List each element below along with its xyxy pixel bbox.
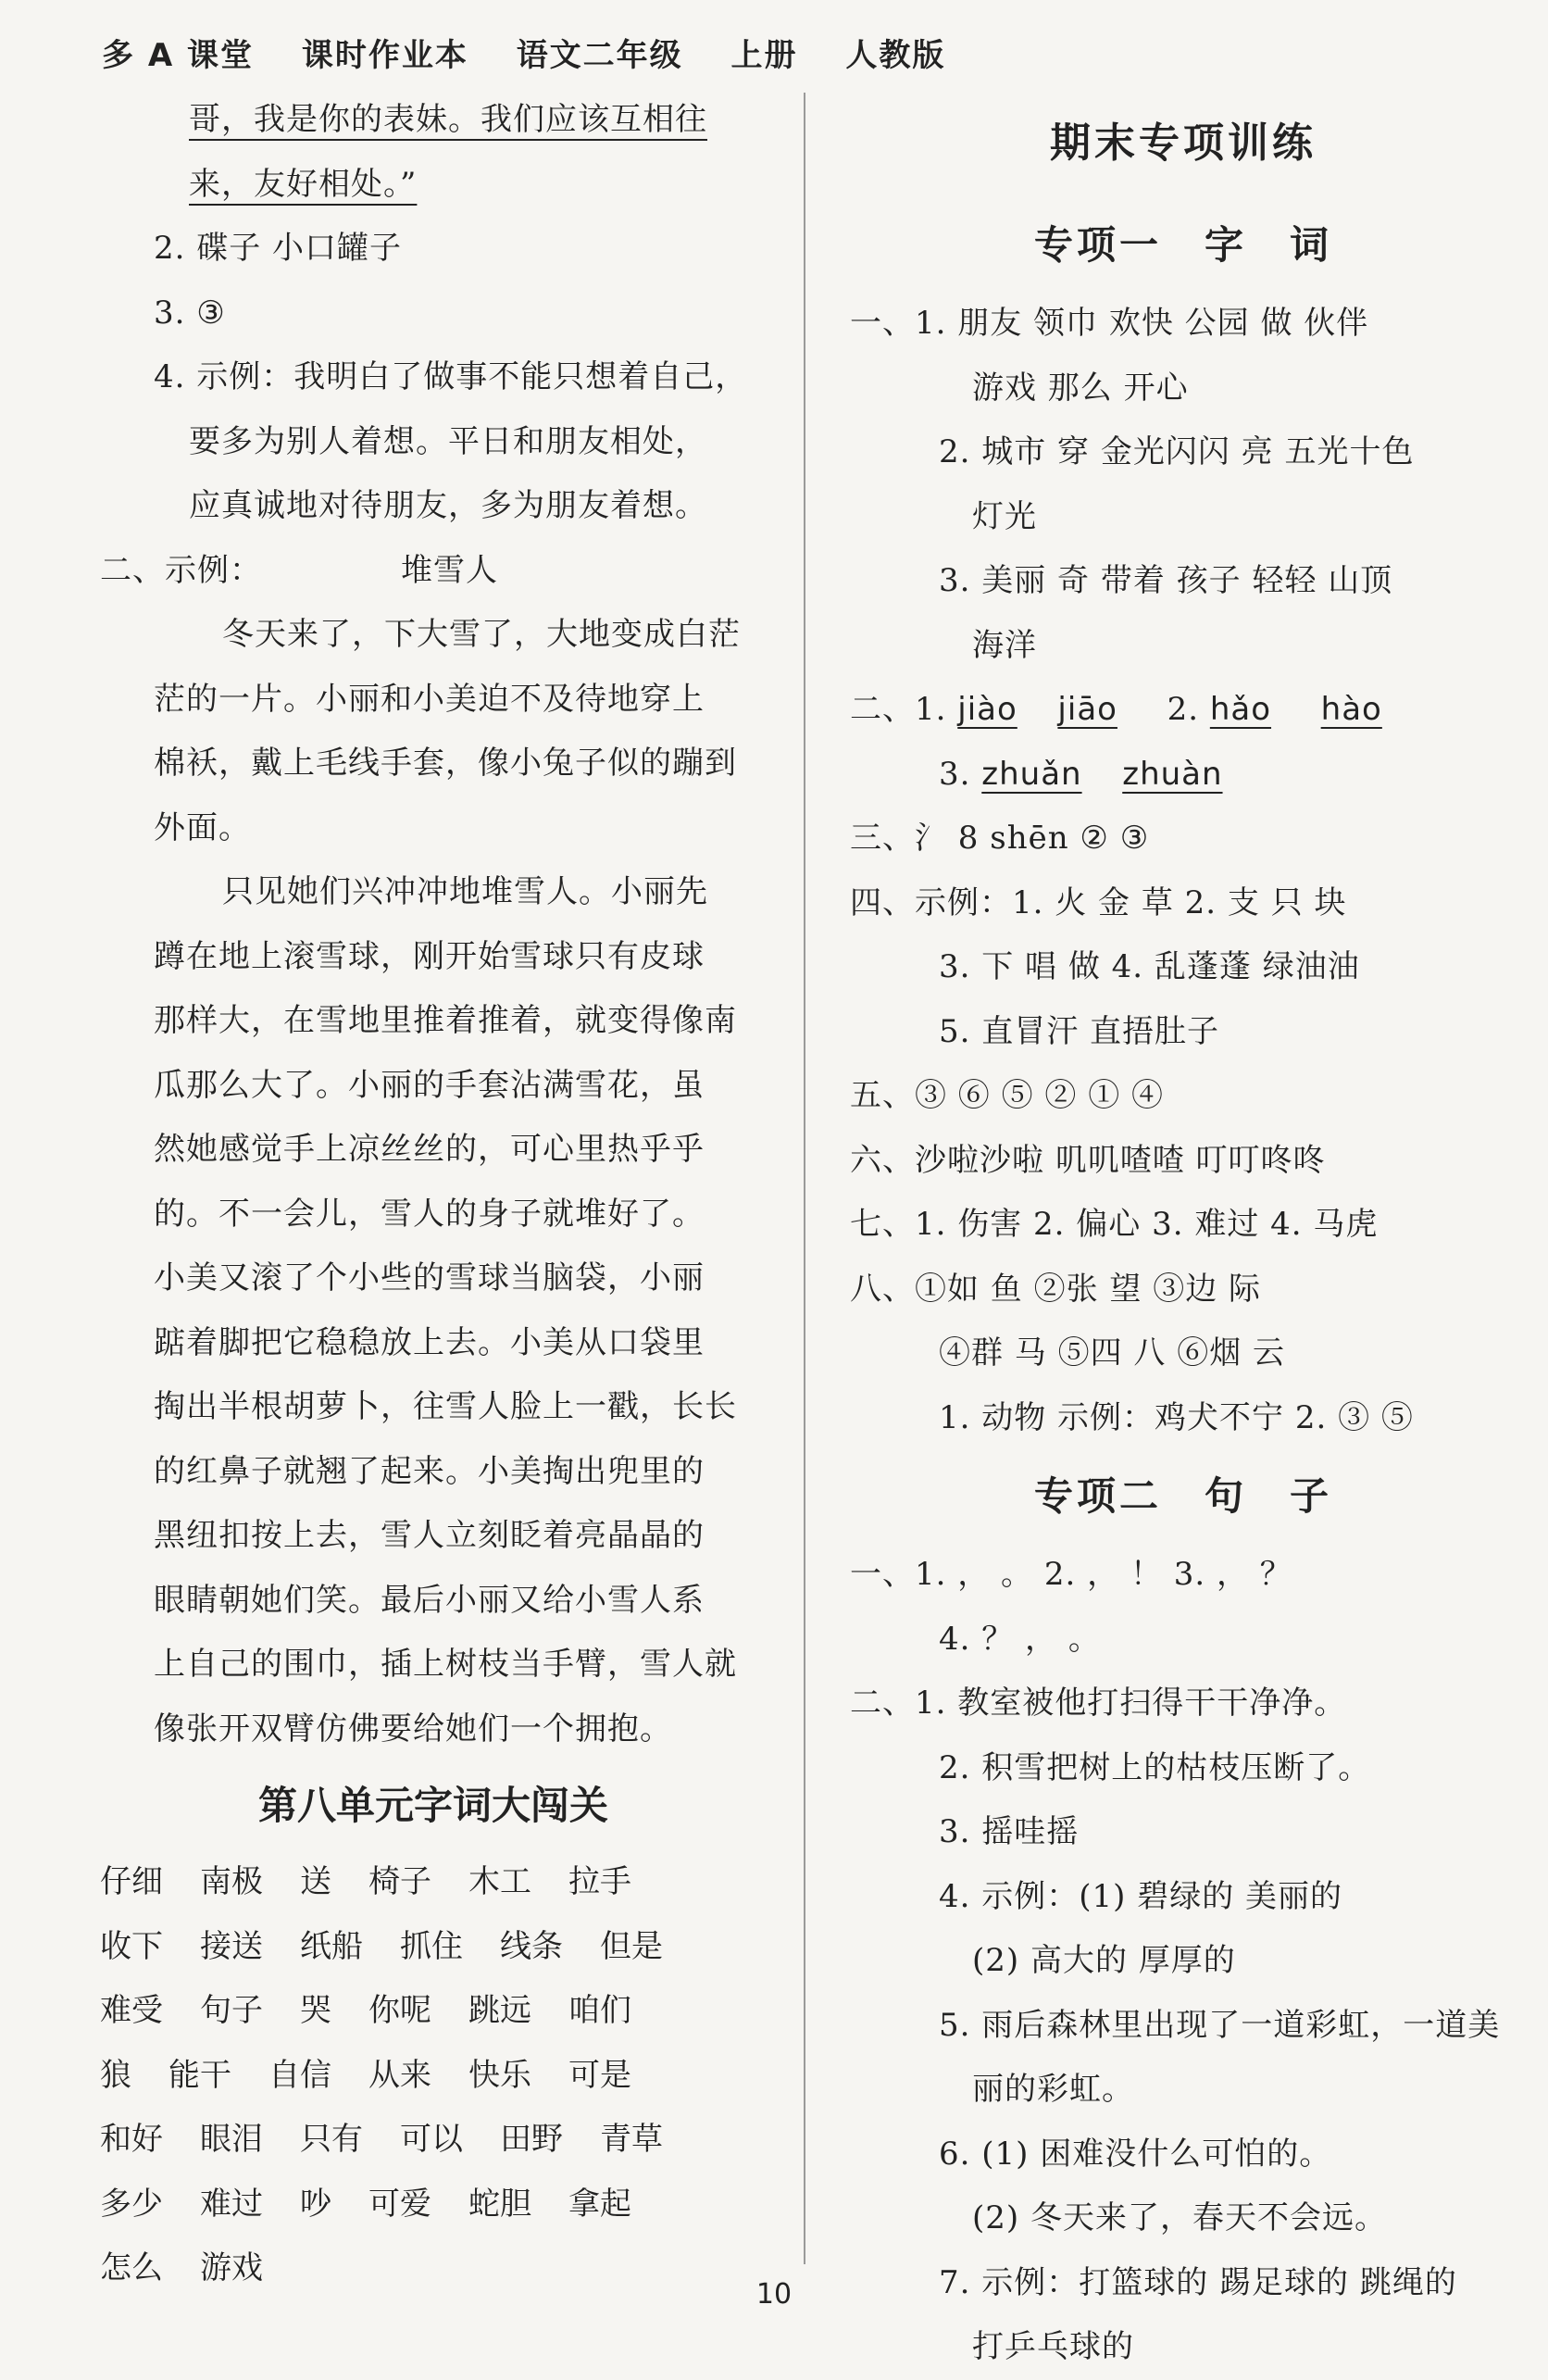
answer-line: 3. 摇哇摇 (939, 1813, 1080, 1850)
answer-line: 5. 雨后森林里出现了一道彩虹，一道美 (939, 2006, 1501, 2044)
word: 田野 (500, 2121, 563, 2158)
essay-line: 的。不一会儿，雪人的身子就堆好了。 (154, 1195, 705, 1233)
pinyin: jiāo (1057, 691, 1117, 728)
essay-line: 像张开双臂仿佛要给她们一个拥抱。 (154, 1710, 672, 1747)
word: 可爱 (368, 2185, 431, 2223)
answer-line: 二、1. 教室被他打扫得干干净净。 (850, 1685, 1347, 1722)
answer-line: 2. 积雪把树上的枯枝压断了。 (939, 1748, 1371, 1786)
word: 咱们 (568, 1992, 631, 2029)
essay-line: 蹲在地上滚雪球，刚开始雪球只有皮球 (154, 937, 705, 975)
word: 只有 (300, 2121, 363, 2158)
page-header (102, 30, 980, 75)
essay-line: 外面。 (154, 808, 251, 846)
pinyin: jiào (957, 691, 1017, 728)
answer-line: 三、氵 8 shēn ② ③ (850, 820, 1150, 857)
essay-line: 茫的一片。小丽和小美迫不及待地穿上 (154, 680, 705, 718)
word: 能干 (169, 2056, 231, 2094)
word-row (100, 2173, 767, 2237)
answer-line: 5. 直冒汗 直捂肚子 (939, 1012, 1220, 1050)
answer-line: 八、①如 鱼 ②张 望 ③边 际 (850, 1270, 1262, 1308)
answer-line: 3. ③ (154, 294, 226, 332)
answer-line: 4. ？ ， 。 (939, 1620, 1101, 1658)
word: 蛇胆 (468, 2185, 531, 2223)
word-row (100, 2108, 767, 2173)
word: 仔细 (100, 1863, 163, 1900)
word: 你呢 (368, 1992, 431, 2029)
final-training-title: 期末专项训练 (1050, 119, 1317, 167)
answer-line: 要多为别人着想。平日和朋友相处， (189, 422, 707, 460)
answer-line: 五、③ ⑥ ⑤ ② ① ④ (850, 1077, 1165, 1114)
header-subject: 语文二年级 (516, 37, 683, 74)
answer-line: 6. (1) 困难没什么可怕的。 (939, 2135, 1332, 2173)
answer-line: 丽的彩虹。 (972, 2071, 1134, 2108)
essay-heading (100, 539, 767, 604)
word: 哭 (300, 1992, 331, 2029)
header-volume: 上册 (730, 37, 798, 74)
word: 接送 (200, 1927, 263, 1965)
word: 椅子 (368, 1863, 431, 1900)
answer-line: 一、1. ， 。 2. ， ！ 3. ， ？ (850, 1556, 1292, 1593)
answer-line: (2) 高大的 厚厚的 (972, 1942, 1236, 1979)
word-row (100, 2044, 767, 2109)
essay-label: 二、示例： (100, 551, 262, 589)
word: 自信 (268, 2056, 331, 2094)
essay-line: 眼睛朝她们笑。最后小丽又给小雪人系 (154, 1581, 705, 1619)
answer-line: 来，友好相处。” (189, 165, 418, 203)
word: 可以 (400, 2121, 463, 2158)
essay-line: 黑纽扣按上去，雪人立刻眨着亮晶晶的 (154, 1517, 705, 1554)
word: 纸船 (300, 1927, 363, 1965)
word: 南极 (200, 1863, 263, 1900)
pinyin: hǎo (1209, 691, 1272, 728)
essay-line: 棉袄，戴上毛线手套，像小兔子似的蹦到 (154, 745, 737, 782)
answer-line: 六、沙啦沙啦 叽叽喳喳 叮叮咚咚 (850, 1141, 1326, 1179)
answer-line: 7. 示例：打篮球的 踢足球的 跳绳的 (939, 2263, 1457, 2301)
answer-line: (2) 冬天来了，春天不会远。 (972, 2199, 1387, 2236)
header-edition: 人教版 (845, 37, 946, 74)
left-column (100, 88, 767, 2301)
answer-line: 4. 示例：我明白了做事不能只想着自己， (154, 358, 748, 395)
answer-line: 四、示例：1. 火 金 草 2. 支 只 块 (850, 883, 1347, 921)
unit8-title: 第八单元字词大闯关 (257, 1783, 608, 1828)
word: 句子 (200, 1992, 263, 2029)
word-row (100, 1915, 767, 1980)
word: 从来 (368, 2056, 431, 2094)
word: 青草 (600, 2121, 663, 2158)
essay-line: 冬天来了，下大雪了，大地变成白茫 (222, 616, 741, 653)
answer-line: 哥，我是你的表妹。我们应该互相往 (189, 101, 707, 138)
answer-line: 3. 美丽 奇 带着 孩子 轻轻 山顶 (939, 562, 1393, 599)
word-row (100, 1979, 767, 2044)
word: 狼 (100, 2056, 131, 2094)
answer-line: 游戏 那么 开心 (972, 369, 1189, 407)
answer-line: 4. 示例：(1) 碧绿的 美丽的 (939, 1877, 1343, 1915)
essay-title: 堆雪人 (401, 551, 498, 589)
answer-line: 七、1. 伤害 2. 偏心 3. 难过 4. 马虎 (850, 1206, 1379, 1243)
answer-line: 2. 碟子 小口罐子 (154, 230, 403, 267)
section1-title: 专项一 字 词 (1033, 222, 1332, 268)
section2-title: 专项二 句 子 (1033, 1473, 1332, 1519)
essay-line: 小美又滚了个小些的雪球当脑袋，小丽 (154, 1259, 705, 1296)
header-book: 课时作业本 (301, 37, 468, 74)
answer-line: 打乒乓球的 (972, 2328, 1134, 2365)
word: 可是 (568, 2056, 631, 2094)
word: 和好 (100, 2121, 163, 2158)
word: 送 (300, 1863, 331, 1900)
column-divider (804, 93, 805, 2264)
pinyin: zhuàn (1122, 755, 1223, 793)
essay-line: 只见她们兴冲冲地堆雪人。小丽先 (222, 873, 708, 910)
word: 木工 (468, 1863, 531, 1900)
pinyin: hào (1320, 691, 1382, 728)
answer-line: 灯光 (972, 497, 1037, 535)
word: 收下 (100, 1927, 163, 1965)
right-column (850, 88, 1517, 2380)
answer-line: 应真诚地对待朋友，多为朋友着想。 (189, 487, 707, 524)
word: 拿起 (568, 2185, 631, 2223)
pinyin-line: 二、1. jiào jiāo 2. hǎo hào (850, 691, 1382, 728)
essay-line: 掏出半根胡萝卜，往雪人脸上一戳，长长 (154, 1388, 737, 1425)
header-brand: 多 A 课堂 (102, 37, 254, 74)
word: 抓住 (400, 1927, 463, 1965)
essay-line: 的红鼻子就翘了起来。小美掏出兜里的 (154, 1452, 705, 1490)
essay-line: 瓜那么大了。小丽的手套沾满雪花，虽 (154, 1066, 705, 1104)
answer-line: 3. 下 唱 做 4. 乱蓬蓬 绿油油 (939, 948, 1360, 985)
essay-line: 踮着脚把它稳稳放上去。小美从口袋里 (154, 1323, 705, 1361)
word: 游戏 (200, 2249, 263, 2286)
pinyin-line: 3. zhuǎn zhuàn (939, 755, 1223, 793)
word-row (100, 1850, 767, 1915)
essay-line: 然她感觉手上凉丝丝的，可心里热乎乎 (154, 1131, 705, 1168)
answer-line: 一、1. 朋友 领巾 欢快 公园 做 伙伴 (850, 305, 1369, 342)
word: 多少 (100, 2185, 163, 2223)
word: 拉手 (568, 1863, 631, 1900)
word: 快乐 (468, 2056, 531, 2094)
word: 线条 (500, 1927, 563, 1965)
essay-line: 上自己的围巾，插上树枝当手臂，雪人就 (154, 1646, 737, 1683)
word: 眼泪 (200, 2121, 263, 2158)
answer-line: ④群 马 ⑤四 八 ⑥烟 云 (939, 1334, 1286, 1372)
answer-line: 海洋 (972, 626, 1037, 664)
word: 跳远 (468, 1992, 531, 2029)
essay-line: 那样大，在雪地里推着推着，就变得像南 (154, 1002, 737, 1039)
answer-line: 2. 城市 穿 金光闪闪 亮 五光十色 (939, 433, 1415, 470)
word: 但是 (600, 1927, 663, 1965)
pinyin: zhuǎn (981, 755, 1082, 793)
word: 难过 (200, 2185, 263, 2223)
page-number: 10 (755, 2278, 793, 2311)
answer-line: 1. 动物 示例：鸡犬不宁 2. ③ ⑤ (939, 1398, 1414, 1436)
word: 吵 (300, 2185, 331, 2223)
word: 难受 (100, 1992, 163, 2029)
word: 怎么 (100, 2249, 163, 2286)
